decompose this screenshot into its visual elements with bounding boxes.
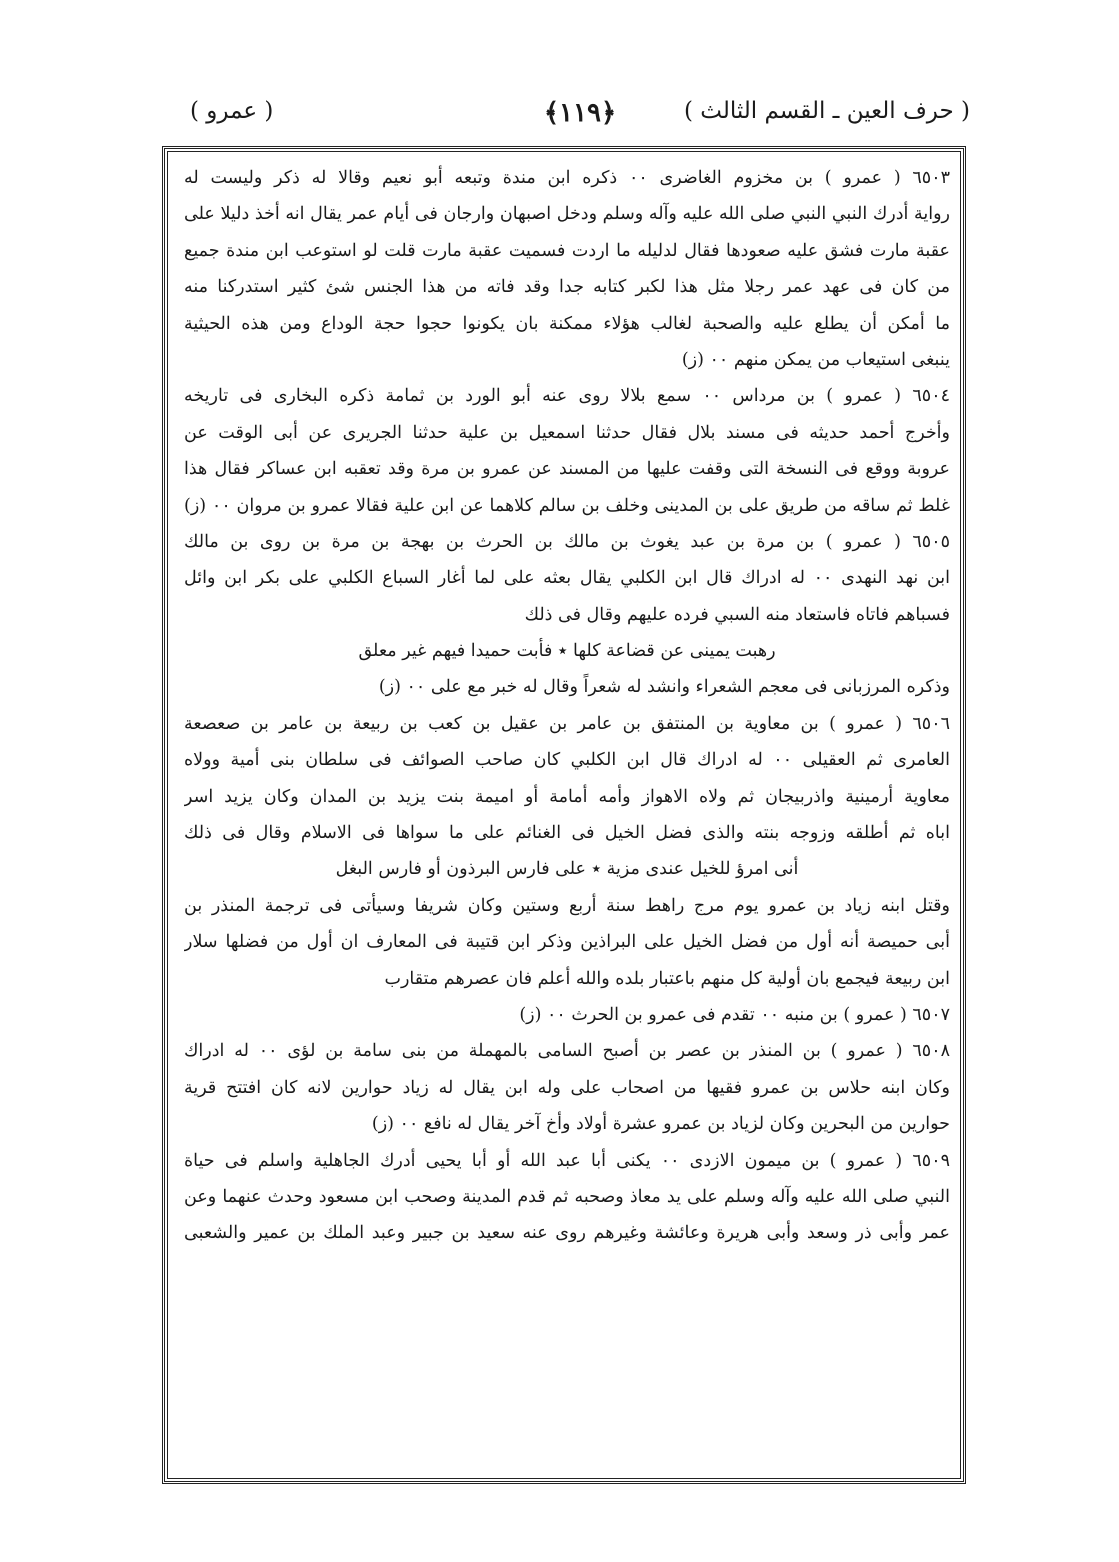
text-line: عروبة ووقع فى النسخة التى وقفت عليها من المسند عن عمرو بن مرة وقد تعقبه ابن عساكر فقال هذا [184, 459, 950, 480]
text-line: رواية أدرك النبي النبي صلى الله عليه وآله وسلم ودخل اصبهان وارجان فى أيام عمر يقال انه أخذ دليلا على [184, 204, 950, 225]
text-line: ابن ربيعة فيجمع بان أولية كل منهم باعتبار بلده والله أعلم فان عصرهم متقارب [384, 968, 950, 989]
page-number: ﴿١١٩﴾ [543, 98, 617, 128]
text-line: وقتل ابنه زياد بن عمرو يوم مرج راهط سنة أربع وستين وكان شريفا وسيأتى فى ترجمة المنذر بن [184, 895, 950, 916]
text-line: ٦٥٠٣ ( عمرو ) بن مخزوم الغاضرى ٠٠ ذكره ابن مندة وتبعه أبو نعيم وقالا له ذكر وليست له [184, 168, 950, 188]
verse-line: أنى امرؤ للخيل عندى مزية ٭ على فارس البرذون أو فارس البغل [335, 859, 799, 880]
text-line: ٦٥٠٥ ( عمرو ) بن مرة بن عبد يغوث بن مالك بن الحرث بن بهجة بن مرة بن روى بن مالك [184, 531, 950, 552]
text-line: من كان فى عهد عمر رجلا مثل هذا لكبر كتابه جدا وقد فاته من هذا الجنس شئ كثير استدركنا منه [184, 277, 950, 298]
text-line: النبي صلى الله عليه وآله وسلم على يد معاذ وصحبه ثم قدم المدينة وصحب ابن مسعود وحدث عنهما وعن [184, 1186, 950, 1207]
text-line: العامرى ثم العقيلى ٠٠ له ادراك قال ابن الكلبي كان صاحب الصوائف فى سلطان بنى أمية وولاه [184, 750, 950, 771]
text-line: أبى حميصة أنه أول من فضل الخيل على البراذين وذكر ابن قتيبة فى المعارف ان أول من فضلها سلار [184, 932, 950, 953]
text-line: غلط ثم ساقه من طريق على بن المدينى وخلف بن سالم كلاهما عن ابن علية فقالا عمرو بن مروان ٠٠ (ز) [184, 495, 950, 516]
running-head-chapter: ( حرف العين ـ القسم الثالث ) [683, 98, 970, 124]
text-line: ما أمكن أن يطلع عليه والصحبة لغالب هؤلاء ممكنة بان يكونوا حجوا حجة الوداع ومن هذه الحيثية [184, 313, 950, 334]
page-header [190, 92, 970, 142]
verse-line: رهبت يمينى عن قضاعة كلها ٭ فأبت حميدا فيهم غير معلق [358, 641, 776, 662]
text-line: حوارين من البحرين وكان لزياد بن عمرو عشرة أولاد وأخ آخر يقال له نافع ٠٠ (ز) [371, 1114, 950, 1135]
text-line: وأخرج أحمد حديثه فى مسند بلال فقال حدثنا اسمعيل بن علية حدثنا الجريرى عن أبى الوقت عن [184, 422, 950, 443]
body-text [184, 160, 950, 1252]
text-line: ابن نهد النهدى ٠٠ له ادراك قال ابن الكلبي يقال بعثه على لما أغار السباع الكلبي على بكر ابن وائل [184, 568, 950, 589]
text-line: معاوية أرمينية واذربيجان ثم ولاه الاهواز وأمه أمامة أو اميمة بنت يزيد بن المدان وكان يزيد اسر [184, 786, 950, 807]
text-line: ينبغى استيعاب من يمكن منهم ٠٠ (ز) [681, 349, 950, 370]
text-line: ٦٥٠٤ ( عمرو ) بن مرداس ٠٠ سمع بلالا روى عنه أبو الورد بن ثمامة ذكره البخارى فى تاريخه [184, 386, 950, 407]
text-line: اباه ثم أطلقه وزوجه بنته والذى فضل الخيل فى الغنائم على ما سواها فى الاسلام وقال فى ذلك [184, 823, 950, 844]
text-line: وذكره المرزبانى فى معجم الشعراء وانشد له شعراً وقال له خبر مع على ٠٠ (ز) [378, 677, 950, 698]
text-line: وكان ابنه حلاس بن عمرو فقيها من اصحاب على وله ابن يقال له زياد حوارين لانه كان افتتح قرية [184, 1077, 950, 1098]
text-line: ٦٥٠٩ ( عمرو ) بن ميمون الازدى ٠٠ يكنى أبا عبد الله أو أبا يحيى أدرك الجاهلية واسلم فى حياة [184, 1150, 950, 1171]
text-line: عقبة مارت فشق عليه صعودها فقال لدليله ما اردت فسميت عقبة مارت قلت لو استوعب ابن مندة جميع [184, 240, 950, 261]
text-line: فسباهم فاتاه فاستعاد منه السبي فرده عليهم وقال فى ذلك [524, 604, 950, 625]
text-line: ٦٥٠٨ ( عمرو ) بن المنذر بن عصر بن أصبح السامى بالمهملة من بنى سامة بن لؤى ٠٠ له ادراك [184, 1041, 950, 1062]
text-line: ٦٥٠٧ ( عمرو ) بن منبه ٠٠ تقدم فى عمرو بن الحرث ٠٠ (ز) [519, 1004, 950, 1025]
text-line: ٦٥٠٦ ( عمرو ) بن معاوية بن المنتفق بن عامر بن عقيل بن كعب بن ربيعة بن عامر بن صعصعة [184, 713, 950, 734]
text-line: عمر وأبى ذر وسعد وأبى هريرة وعائشة وغيرهم روى عنه سعيد بن جبير وعبد الملك بن عمير والشعبى [184, 1223, 950, 1244]
running-head-entry: ( عمرو ) [190, 98, 274, 124]
